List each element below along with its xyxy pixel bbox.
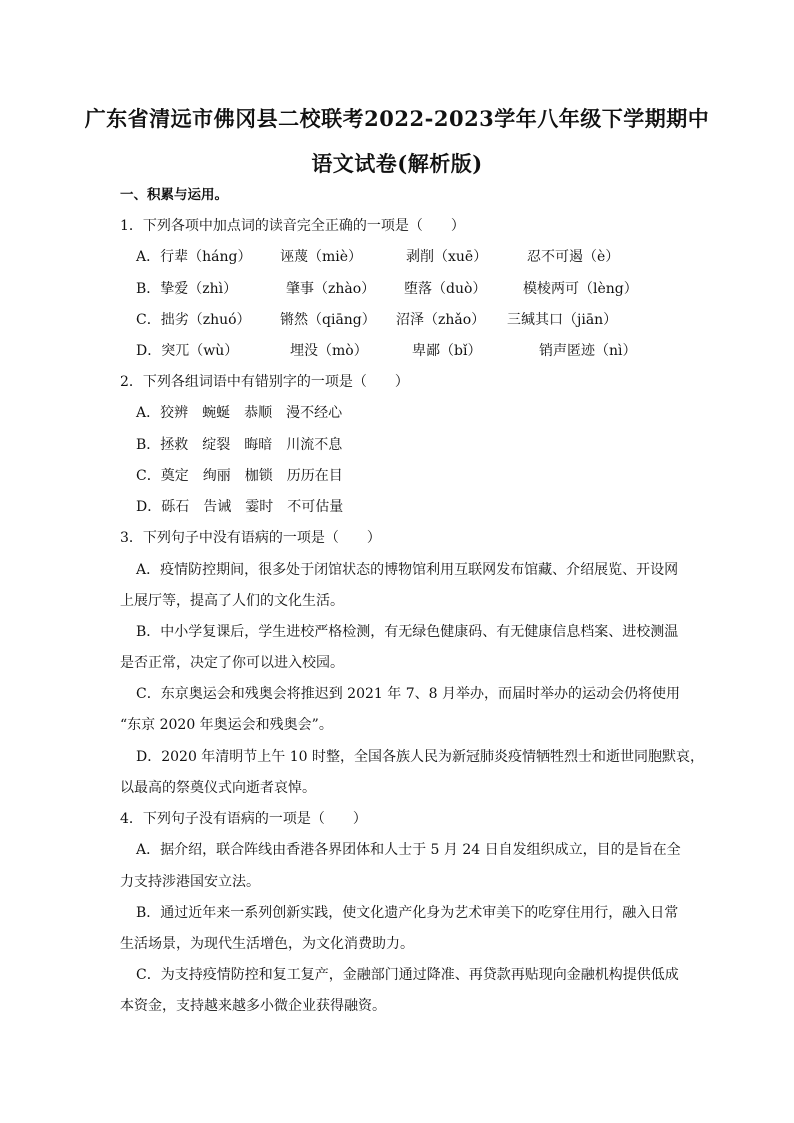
- q1-option-a-1: A．行辈（háng）: [136, 249, 252, 265]
- q1-option-d-4: 销声匿迹（nì）: [539, 343, 637, 359]
- page-title-line2: 语文试卷(解析版): [311, 151, 483, 176]
- q1-option-b-2: 肇事（zhào）: [286, 281, 376, 297]
- q1-option-c-3: 沼泽（zhǎo）: [396, 312, 486, 328]
- q3-option-d-line1: D．2020 年清明节上午 10 时整，全国各族人民为新冠肺炎疫情牺牲烈士和逝世同胞默哀，: [136, 749, 705, 765]
- page-title-line1: 广东省清远市佛冈县二校联考2022-2023学年八年级下学期期中: [84, 106, 710, 131]
- q1-option-c-1: C．拙劣（zhuó）: [136, 312, 251, 328]
- q3-option-b-line1: B．中小学复课后，学生进校严格检测，有无绿色健康码、有无健康信息档案、进校测温: [136, 624, 679, 640]
- q1-option-c-2: 锵然（qiāng）: [280, 312, 376, 328]
- q1-option-c-4: 三缄其口（jiān）: [507, 312, 618, 328]
- q4-option-b-line1: B．通过近年来一系列创新实践，使文化遗产化身为艺术审美下的吃穿住用行，融入日常: [136, 905, 679, 921]
- q2-option-a: A．狡辨 蜿蜒 恭顺 漫不经心: [136, 405, 343, 421]
- q2-option-b: B．拯救 绽裂 晦暗 川流不息: [136, 437, 343, 453]
- section-heading: 一、积累与运用。: [120, 187, 228, 203]
- q3-option-c-line1: C．东京奥运会和残奥会将推迟到 2021 年 7、8 月举办，而届时举办的运动会仍将使用: [136, 686, 680, 702]
- q1-option-a-2: 诬蔑（miè）: [280, 249, 363, 265]
- question-3-stem: 3．下列句子中没有语病的一项是（ ）: [120, 530, 381, 546]
- q4-option-a-line2: 力支持涉港国安立法。: [120, 874, 260, 890]
- q3-option-a-line2: 上展厅等，提高了人们的文化生活。: [120, 593, 344, 609]
- q4-option-b-line2: 生活场景，为现代生活增色，为文化消费助力。: [120, 936, 414, 952]
- q4-option-a-line1: A．据介绍，联合阵线由香港各界团体和人士于 5 月 24 日自发组织成立，目的是旨在全: [136, 842, 681, 858]
- q4-option-c-line2: 本资金，支持越来越多小微企业获得融资。: [120, 998, 386, 1014]
- q1-option-b-3: 堕落（duò）: [404, 281, 487, 297]
- q3-option-a-line1: A．疫情防控期间，很多处于闭馆状态的博物馆利用互联网发布馆藏、介绍展览、开设网: [136, 562, 679, 578]
- q3-option-d-line2: 以最高的祭奠仪式向逝者哀悼。: [120, 780, 316, 796]
- q1-option-b-1: B．挚爱（zhì）: [136, 281, 238, 297]
- q2-option-c: C．奠定 绚丽 枷锁 历历在目: [136, 468, 343, 484]
- question-4-stem: 4．下列句子没有语病的一项是（ ）: [120, 811, 367, 827]
- q3-option-c-line2: “东京 2020 年奥运会和残奥会”。: [120, 717, 333, 733]
- q1-option-b-4: 模棱两可（lèng）: [523, 281, 638, 297]
- q1-option-d-3: 卑鄙（bǐ）: [412, 343, 482, 359]
- q2-option-d: D．砾石 告诫 霎时 不可估量: [136, 499, 344, 515]
- question-1-stem: 1．下列各项中加点词的读音完全正确的一项是（ ）: [120, 218, 465, 234]
- q4-option-c-line1: C．为支持疫情防控和复工复产，金融部门通过降准、再贷款再贴现向金融机构提供低成: [136, 967, 679, 983]
- q3-option-b-line2: 是否正常，决定了你可以进入校园。: [120, 655, 344, 671]
- q1-option-d-2: 埋没（mò）: [290, 343, 368, 359]
- question-2-stem: 2．下列各组词语中有错别字的一项是（ ）: [120, 374, 409, 390]
- q1-option-a-3: 剥削（xuē）: [406, 249, 488, 265]
- q1-option-a-4: 忍不可遏（è）: [527, 249, 620, 265]
- q1-option-d-1: D．突兀（wù）: [136, 343, 239, 359]
